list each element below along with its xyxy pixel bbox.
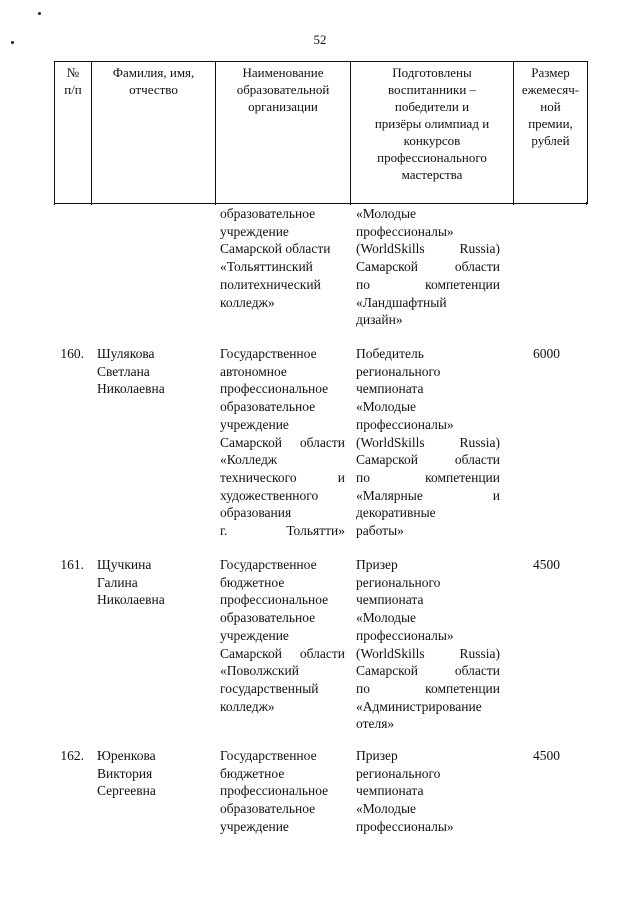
text-line: образовательное	[220, 610, 316, 626]
text-line	[356, 469, 500, 487]
text-line: Государственное	[220, 346, 317, 361]
column-line	[215, 202, 216, 205]
student-name	[97, 556, 165, 609]
text-line: Шулякова	[97, 346, 155, 361]
text-line: победители и	[394, 99, 470, 114]
text-line: Победитель	[356, 346, 424, 361]
text-line: Призер	[356, 748, 398, 763]
text-line	[356, 434, 500, 452]
text-line: отчество	[129, 82, 178, 97]
header-name	[92, 62, 216, 204]
text-line: Николаевна	[97, 592, 165, 608]
organization-name	[220, 556, 345, 715]
text-line	[356, 645, 500, 663]
text-line: Размер	[531, 65, 570, 80]
page-number: 52	[313, 32, 327, 47]
text-line: Фамилия, имя,	[112, 65, 195, 80]
text-line: рублей	[531, 133, 570, 148]
text-line: мастерства	[401, 167, 463, 182]
word: Russia)	[459, 645, 500, 661]
word: и	[492, 487, 500, 503]
text-line: конкурсов	[403, 133, 461, 148]
text-line: образовательной	[236, 82, 330, 97]
text-line: ной	[540, 99, 561, 114]
word: компетенции	[425, 276, 500, 292]
text-line: профессионального	[377, 150, 487, 165]
text-line	[220, 434, 345, 452]
text-line: образовательное	[220, 206, 316, 221]
text-line: Николаевна	[97, 381, 165, 397]
text-line: чемпионата	[356, 381, 424, 397]
text-line	[356, 680, 500, 698]
header-prepared-students	[351, 62, 514, 204]
text-line: политехнический	[220, 276, 321, 292]
word: Самарской	[220, 434, 283, 450]
text-line: «Молодые	[356, 399, 417, 415]
text-line: «Молодые	[356, 206, 417, 221]
text-line: профессиональное	[220, 592, 329, 608]
text-line: бюджетное	[220, 765, 285, 781]
text-line: образовательное	[220, 399, 316, 415]
row-number: 160.	[60, 346, 84, 361]
student-name	[97, 747, 156, 800]
prize-amount: 6000	[533, 346, 560, 361]
text-line: «Администрирование	[356, 698, 482, 714]
text-line: учреждение	[220, 416, 289, 432]
text-line: Наименование	[242, 65, 324, 80]
achievement	[356, 747, 500, 836]
text-line: дизайн»	[356, 312, 403, 328]
text-line: ежемесяч-	[521, 82, 580, 97]
text-line	[356, 451, 500, 469]
continued-achievement	[356, 205, 500, 329]
text-line: п/п	[64, 82, 82, 97]
text-line: призёры олимпиад и	[374, 116, 490, 131]
achievement	[356, 556, 500, 733]
text-line: образования	[220, 505, 292, 521]
word: Самарской	[356, 663, 419, 679]
word: области	[299, 434, 345, 450]
text-line: учреждение	[220, 627, 289, 643]
achievement	[356, 345, 500, 540]
word: (WorldSkills	[356, 434, 425, 450]
text-line: художественного	[220, 487, 319, 503]
word: технического	[220, 469, 297, 485]
word: области	[454, 259, 500, 275]
header-organization	[216, 62, 351, 204]
student-name	[97, 345, 165, 398]
text-line: Светлана	[97, 363, 150, 379]
text-line	[356, 662, 500, 680]
word: Самарской	[356, 259, 419, 275]
text-line: Юренкова	[97, 748, 156, 763]
scan-speck	[38, 12, 41, 15]
word: и	[337, 469, 345, 485]
text-line	[220, 522, 345, 540]
table-header	[54, 61, 588, 204]
word: по	[356, 680, 370, 696]
word: по	[356, 469, 370, 485]
text-line: регионального	[356, 765, 441, 781]
word: Самарской	[220, 645, 283, 661]
text-line: Самарской области	[220, 241, 331, 257]
word: г.	[220, 523, 228, 539]
text-line: государственный	[220, 680, 319, 696]
header-prize-amount	[514, 62, 588, 204]
word: (WorldSkills	[356, 241, 425, 257]
organization-name	[220, 345, 345, 540]
text-line: «Молодые	[356, 610, 417, 626]
word: Самарской	[356, 452, 419, 468]
text-line: колледж»	[220, 698, 275, 714]
text-line: Виктория	[97, 765, 153, 781]
text-line	[220, 645, 345, 663]
text-line: Государственное	[220, 557, 317, 572]
text-line: воспитанники –	[387, 82, 477, 97]
column-line	[513, 202, 514, 205]
text-line: профессиональное	[220, 381, 329, 397]
word: области	[299, 645, 345, 661]
row-number: 162.	[60, 748, 84, 763]
text-line: профессионалы»	[356, 627, 454, 643]
column-line	[91, 202, 92, 205]
row-number: 161.	[60, 557, 84, 572]
header-no	[55, 62, 92, 204]
text-line: регионального	[356, 363, 441, 379]
text-line: бюджетное	[220, 574, 285, 590]
word: (WorldSkills	[356, 645, 425, 661]
word: области	[454, 452, 500, 468]
text-line	[356, 487, 500, 505]
text-line	[356, 240, 500, 258]
text-line: «Поволжский	[220, 663, 299, 679]
word: Russia)	[459, 241, 500, 257]
text-line: «Молодые	[356, 801, 417, 817]
text-line: учреждение	[220, 818, 289, 834]
text-line	[220, 469, 345, 487]
organization-name	[220, 747, 345, 836]
text-line: учреждение	[220, 223, 289, 239]
continued-organization	[220, 205, 331, 311]
text-line: образовательное	[220, 801, 316, 817]
word: по	[356, 276, 370, 292]
text-line: чемпионата	[356, 592, 424, 608]
text-line: премии,	[528, 116, 573, 131]
text-line	[356, 276, 500, 294]
text-line: профессионалы»	[356, 416, 454, 432]
column-line	[350, 202, 351, 205]
prize-amount: 4500	[533, 748, 560, 763]
text-line	[356, 258, 500, 276]
prize-amount: 4500	[533, 557, 560, 572]
word: Тольятти»	[286, 523, 345, 539]
text-line: №	[66, 65, 80, 80]
text-line: регионального	[356, 574, 441, 590]
word: области	[454, 663, 500, 679]
word: компетенции	[425, 680, 500, 696]
text-line: Государственное	[220, 748, 317, 763]
word: Russia)	[459, 434, 500, 450]
text-line: «Колледж	[220, 452, 278, 468]
text-line: Сергеевна	[97, 783, 156, 799]
word: «Малярные	[356, 487, 423, 503]
text-line: чемпионата	[356, 783, 424, 799]
text-line: Подготовлены	[392, 65, 472, 80]
text-line: отеля»	[356, 716, 395, 732]
text-line: организации	[248, 99, 318, 114]
text-line: профессионалы»	[356, 818, 454, 834]
text-line: Галина	[97, 574, 138, 590]
text-line: «Тольяттинский	[220, 259, 313, 275]
text-line: профессиональное	[220, 783, 329, 799]
text-line: профессионалы»	[356, 223, 454, 239]
text-line: работы»	[356, 523, 404, 539]
word: компетенции	[425, 469, 500, 485]
text-line: «Ландшафтный	[356, 294, 447, 310]
text-line: автономное	[220, 363, 287, 379]
column-line	[586, 202, 587, 205]
text-line: колледж»	[220, 294, 275, 310]
text-line: Щучкина	[97, 557, 152, 572]
text-line: декоративные	[356, 505, 436, 521]
column-line	[54, 202, 55, 205]
text-line: Призер	[356, 557, 398, 572]
